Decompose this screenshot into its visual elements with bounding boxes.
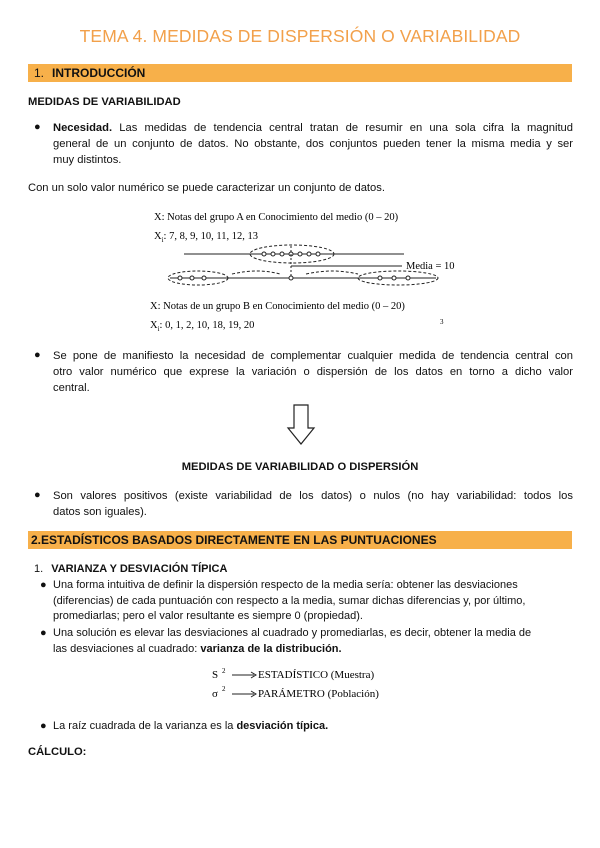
bullet-icon: ● xyxy=(34,121,41,133)
formula-estadistico: ESTADÍSTICO (Muestra) xyxy=(258,669,375,681)
formula-parametro: PARÁMETRO (Población) xyxy=(258,688,379,700)
bullet-raiz-bold: desviación típica. xyxy=(236,720,329,732)
bullet-forma-line2: (diferencias) de cada puntuación con respecto a la media, sumar dichas diferencias y, por último, xyxy=(53,594,526,607)
bullet-necesidad-line1: Las medidas de tendencia central tratan de resumir en una sola cifra la magnitud xyxy=(119,122,574,134)
bullet-complementar xyxy=(53,348,573,396)
media-label: Media = 10 xyxy=(406,261,455,272)
bullet-icon: ● xyxy=(34,489,41,501)
bullet-solucion xyxy=(53,626,573,657)
formula-sigma-symbol: σ xyxy=(212,688,218,700)
bullet-solucion-line1: Una solución es elevar las desviaciones al cuadrado y promediarlas, es decir, obtener la media de xyxy=(53,627,532,639)
bullet-necesidad-line3: muy distintos. xyxy=(53,154,122,166)
figure-values-group-a: $X_i$: 7, 8, 9, 10, 11, 12, 13 xyxy=(154,231,258,244)
down-arrow-icon xyxy=(286,404,316,446)
bullet-raiz xyxy=(53,719,573,735)
list-item-number: 1. xyxy=(34,563,44,575)
curve-right xyxy=(306,271,358,274)
bullet-complementar-line1: Se pone de manifiesto la necesidad de complementar cualquier medida de tendencia central con xyxy=(53,350,573,362)
formula-block xyxy=(206,664,406,704)
section-header-estadisticos xyxy=(28,531,572,549)
bullet-raiz-text: La raíz cuadrada de la varianza es la xyxy=(53,720,237,732)
formula-s-symbol: S xyxy=(212,669,219,681)
bullet-solucion-line2: las desviaciones al cuadrado: xyxy=(53,642,201,655)
page-title: TEMA 4. MEDIDAS DE DISPERSIÓN O VARIABILIDAD xyxy=(79,26,521,46)
bullet-complementar-line3: central. xyxy=(53,382,90,394)
bullet-icon: ● xyxy=(40,720,47,732)
plain-paragraph: Con un solo valor numérico se puede caracterizar un conjunto de datos. xyxy=(28,182,385,194)
bullet-forma-intuitiva xyxy=(53,578,573,625)
bullet-necesidad xyxy=(53,120,573,168)
section-label: 2.ESTADÍSTICOS BASADOS DIRECTAMENTE EN LAS PUNTUACIONES xyxy=(31,533,437,547)
figure-values-group-b: $X_i$: 0, 1, 2, 10, 18, 19, 20 xyxy=(150,320,255,333)
bullet-valores-line2: datos son iguales). xyxy=(53,506,147,518)
figure-page-mark: 3 xyxy=(440,318,444,326)
calculo-heading: CÁLCULO: xyxy=(28,746,87,758)
section-label: INTRODUCCIÓN xyxy=(52,66,146,80)
bullet-necesidad-line2: general de un conjunto de datos. No obstante, dos conjuntos pueden tener la misma media y ser xyxy=(53,138,573,150)
bullet-necesidad-bold: Necesidad. xyxy=(53,122,113,134)
bullet-solucion-bold: varianza de la distribución. xyxy=(200,642,342,655)
subheading-variabilidad-dispersion: MEDIDAS DE VARIABILIDAD O DISPERSIÓN xyxy=(181,461,419,473)
section-header-introduccion xyxy=(28,64,572,82)
list-item-label: VARIANZA Y DESVIACIÓN TÍPICA xyxy=(51,563,228,575)
curve-left xyxy=(232,271,280,274)
bullet-icon: ● xyxy=(40,579,47,591)
subheading-medidas-variabilidad: MEDIDAS DE VARIABILIDAD xyxy=(28,96,181,108)
bullet-forma-line3: promediarlas; pero el valor resultante es siempre 0 (propiedad). xyxy=(53,610,363,622)
bullet-valores-positivos xyxy=(53,488,573,520)
dispersion-figure xyxy=(140,206,460,336)
figure-label-group-a: X: Notas del grupo A en Conocimiento del medio (0 – 20) xyxy=(154,212,399,223)
formula-s-exponent: 2 xyxy=(222,667,226,675)
bullet-icon: ● xyxy=(34,349,41,361)
section-number: 1. xyxy=(34,66,45,80)
bullet-complementar-line2: otro valor numérico que exprese la variación o dispersión de los datos en torno a dicho valor xyxy=(53,366,573,378)
figure-label-group-b: X: Notas de un grupo B en Conocimiento del medio (0 – 20) xyxy=(150,301,405,312)
bullet-valores-line1: Son valores positivos (existe variabilidad de los datos) o nulos (no hay variabilidad: todos los xyxy=(53,490,573,502)
bullet-forma-line1: Una forma intuitiva de definir la dispersión respecto de la media sería: obtener las desviaciones xyxy=(53,579,518,591)
formula-sigma-exponent: 2 xyxy=(222,685,226,693)
bullet-icon: ● xyxy=(40,627,47,639)
list-item-varianza xyxy=(34,563,227,575)
